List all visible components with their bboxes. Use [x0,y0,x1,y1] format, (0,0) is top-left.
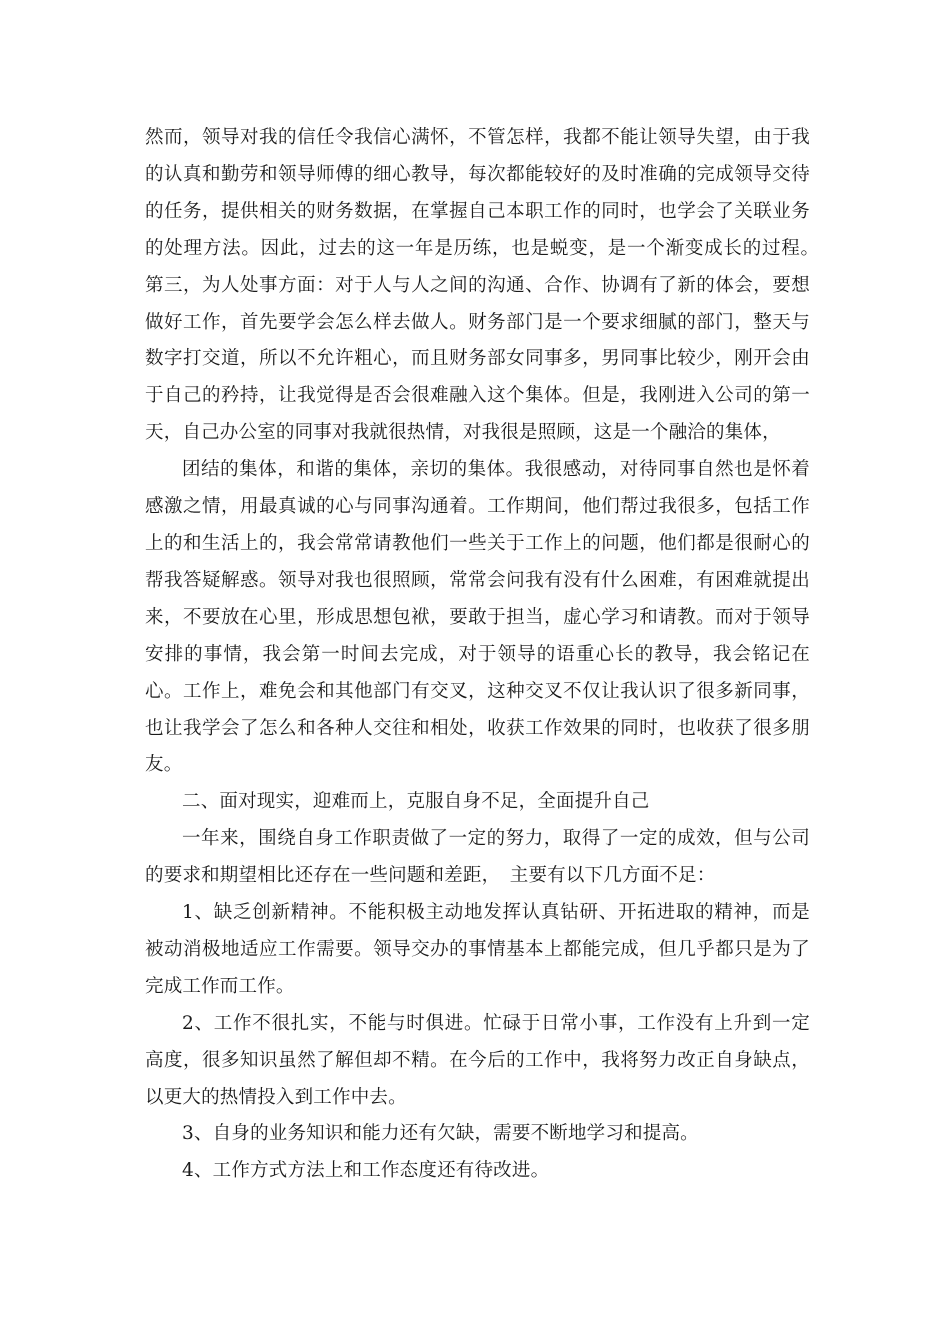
list-item-1: 1、缺乏创新精神。不能积极主动地发挥认真钻研、开拓进取的精神，而是被动消极地适应工作需要。领导交办的事情基本上都能完成，但几乎都只是为了完成工作而工作。 [145,902,810,997]
section-heading-2: 二、面对现实，迎难而上，克服自身不足，全面提升自己 [182,791,650,813]
paragraph-continuation: 然而，领导对我的信任令我信心满怀，不管怎样，我都不能让领导失望，由于我的认真和勤劳和领导师傅的细心教导，每次都能较好的及时准确的完成领导交待的任务，提供相关的财务数据，在掌握自己本职工作的同时，也学会了关联业务的处理方法。因此，过去的这一年是历练，也是蜕变，是一个渐变成长的过程。 第三，为人处事方面：对于人与人之间的沟通、合作、协调有了新的体会，要想做好工作，首先要学会怎么样去做人。财务部门是一个要求细腻的部门，整天与数字打交道，所以不允许粗心，而且财务部女同事多，男同事比较少，刚开会由于自己的矜持，让我觉得是否会很难融入这个集体。但是，我刚进入公司的第一天，自己办公室的同事对我就很热情，对我很是照顾，这是一个融洽的集体， [145,127,829,444]
list-item-3: 3、自身的业务知识和能力还有欠缺，需要不断地学习和提高。 [182,1123,699,1145]
paragraph-summary: 一年来，围绕自身工作职责做了一定的努力，取得了一定的成效，但与公司的要求和期望相比还存在一些问题和差距， 主要有以下几方面不足： [145,828,810,887]
paragraph-colleagues: 团结的集体，和谐的集体，亲切的集体。我很感动，对待同事自然也是怀着感激之情，用最真诚的心与同事沟通着。工作期间，他们帮过我很多，包括工作上的和生活上的，我会常常请教他们一些关于工作上的问题，他们都是很耐心的帮我答疑解惑。领导对我也很照顾，常常会问我有没有什么困难，有困难就提出来，不要放在心里，形成思想包袱，要敢于担当，虚心学习和请教。而对于领导安排的事情，我会第一时间去完成，对于领导的语重心长的教导，我会铭记在心。工作上，难免会和其他部门有交叉，这种交叉不仅让我认识了很多新同事，也让我学会了怎么和各种人交往和相处，收获工作效果的同时，也收获了很多朋友。 [145,459,810,776]
document-body [145,120,829,1190]
list-item-4: 4、工作方式方法上和工作态度还有待改进。 [182,1160,550,1182]
list-item-2: 2、工作不很扎实，不能与时俱进。忙碌于日常小事，工作没有上升到一定高度，很多知识虽然了解但却不精。在今后的工作中，我将努力改正自身缺点，以更大的热情投入到工作中去。 [145,1012,810,1108]
